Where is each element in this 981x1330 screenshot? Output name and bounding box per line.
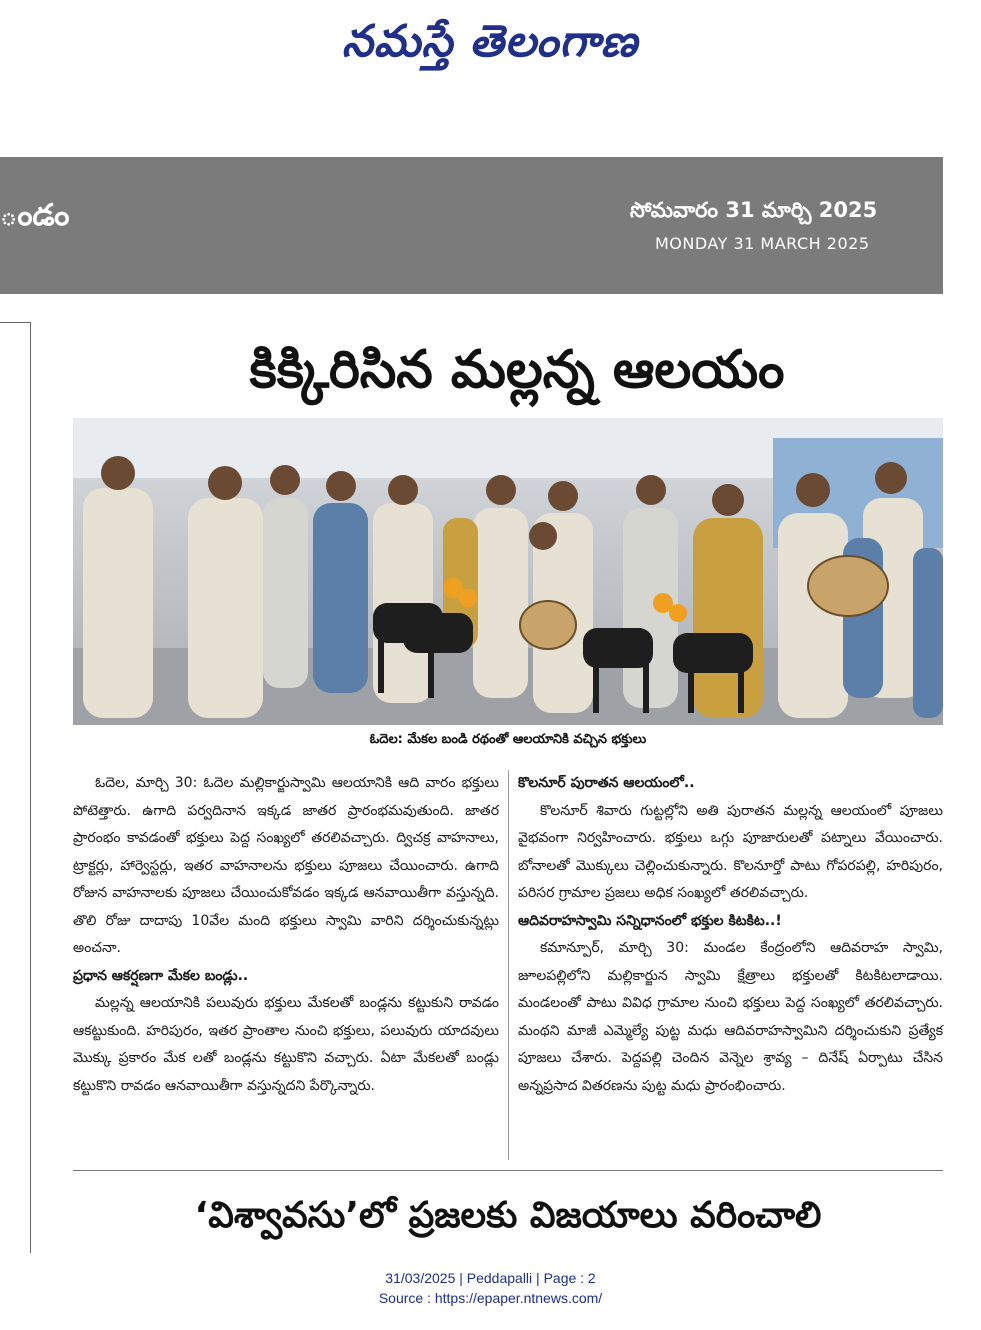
date-telugu: సోమవారం 31 మార్చి 2025	[630, 198, 878, 222]
page-footer	[0, 1268, 981, 1308]
article-paragraph: కమాన్పూర్, మార్చి 30: మండల కేంద్రంలోని ఆదివరాహ స్వామి, జూలపల్లిలోని మల్లికార్జున స్వామి క్షేత్రాలు భక్తులతో కిటకిటలాడాయి. మండలంతో పాటు వివిధ గ్రామాల నుంచి భక్తులు పెద్ద సంఖ్యలో తరలివచ్చారు. మంథని మాజీ ఎమ్మెల్యే పుట్ట మధు ఆదివరాహస్వామిని దర్శించుకుని ప్రత్యేక పూజలు చేశారు. పెద్దపల్లి చెందిన వెన్నెల శ్రావ్య – దినేష్ ఏర్పాటు చేసిన అన్నప్రసాద వితరణను పుట్ట మధు ప్రారంభించారు.	[518, 940, 943, 1094]
footer-date-edition: 31/03/2025 | Peddapalli | Page : 2	[385, 1270, 596, 1286]
article-paragraph: ఓదెల, మార్చి 30: ఓదెల మల్లికార్జుస్వామి ఆలయానికి ఆది వారం భక్తులు పోటెత్తారు. ఉగాది పర్వదినాన ఇక్కడ జాతర ప్రారంభమవుతుంది. జాతర ప్రారంభం కావడంతో భక్తులు పెద్ద సంఖ్యలో తరలివచ్చారు. ద్విచక్ర వాహనాలు, ట్రాక్టర్లు, హార్వెస్టర్లు, ఇతర వాహనాలను భక్తులు పూజలు చేయించారు. ఉగాది రోజున వాహనాలకు పూజలు చేయించుకోవడం ఇక్కడ ఆనవాయితీగా వస్తున్నది. తొలి రోజు దాదాపు 10వేల మంది భక్తులు స్వామి వారిని దర్శించుకున్నట్లు అంచనా.	[73, 775, 499, 956]
article-paragraph: కొలనూర్ శివారు గుట్టల్లోని అతి పురాతన మల్లన్న ఆలయంలో పూజలు వైభవంగా నిర్వహించారు. భక్తులు ఒగ్గు పూజారులతో పట్నాలు వేయించారు. బోనాలతో మొక్కులు చెల్లించుకున్నారు. కొలనూర్తో పాటు గోపరపల్లి, హరిపురం, పరిసర గ్రామాల ప్రజలు అధిక సంఖ్యలో తరలివచ్చారు.	[518, 802, 943, 901]
article-subheading: ప్రధాన ఆకర్షణగా మేకల బండ్లు..	[73, 967, 249, 984]
article-bottom-rule	[73, 1170, 943, 1171]
footer-source: Source : https://epaper.ntnews.com/	[378, 1290, 603, 1306]
article-photo	[73, 418, 943, 725]
masthead	[0, 0, 981, 110]
article-headline: కిక్కిరిసిన మల్లన్న ఆలయం	[249, 340, 785, 400]
article-right-column	[518, 770, 943, 1100]
devotees-with-goat-cart-photo	[73, 418, 943, 725]
article-left-column	[73, 770, 499, 1100]
left-column-rule	[0, 322, 31, 1253]
date-english: MONDAY 31 MARCH 2025	[655, 234, 870, 253]
article-subheading: ఆదివరాహస్వామి సన్నిధానంలో భక్తుల కిటకిట..!	[518, 912, 782, 929]
article-subheading: కొలనూర్ పురాతన ఆలయంలో..	[518, 775, 695, 791]
section-name-fragment: ండం	[0, 198, 70, 233]
next-article-headline: ‘విశ్వావసు’లో ప్రజలకు విజయాలు వరించాలి	[194, 1195, 822, 1236]
newspaper-logo-title: నమస్తే తెలంగాణ	[341, 16, 639, 67]
column-divider	[508, 770, 509, 1160]
article-paragraph: మల్లన్న ఆలయానికి పలువురు భక్తులు మేకలతో బండ్లను కట్టుకుని రావడం ఆకట్టుకుంది. హరిపురం, ఇతర ప్రాంతాల నుంచి భక్తులు, పలువురు యాదవులు మొక్కు ప్రకారం మేక లతో బండ్లను కట్టుకొని వచ్చారు. ఏటా మేకలతో బండ్లు కట్టుకొని రావడం ఆనవాయితీగా వస్తున్నదని పేర్కొన్నారు.	[73, 995, 499, 1094]
photo-caption: ఓదెల: మేకల బండి రథంతో ఆలయానికి వచ్చిన భక్తులు	[369, 732, 647, 747]
